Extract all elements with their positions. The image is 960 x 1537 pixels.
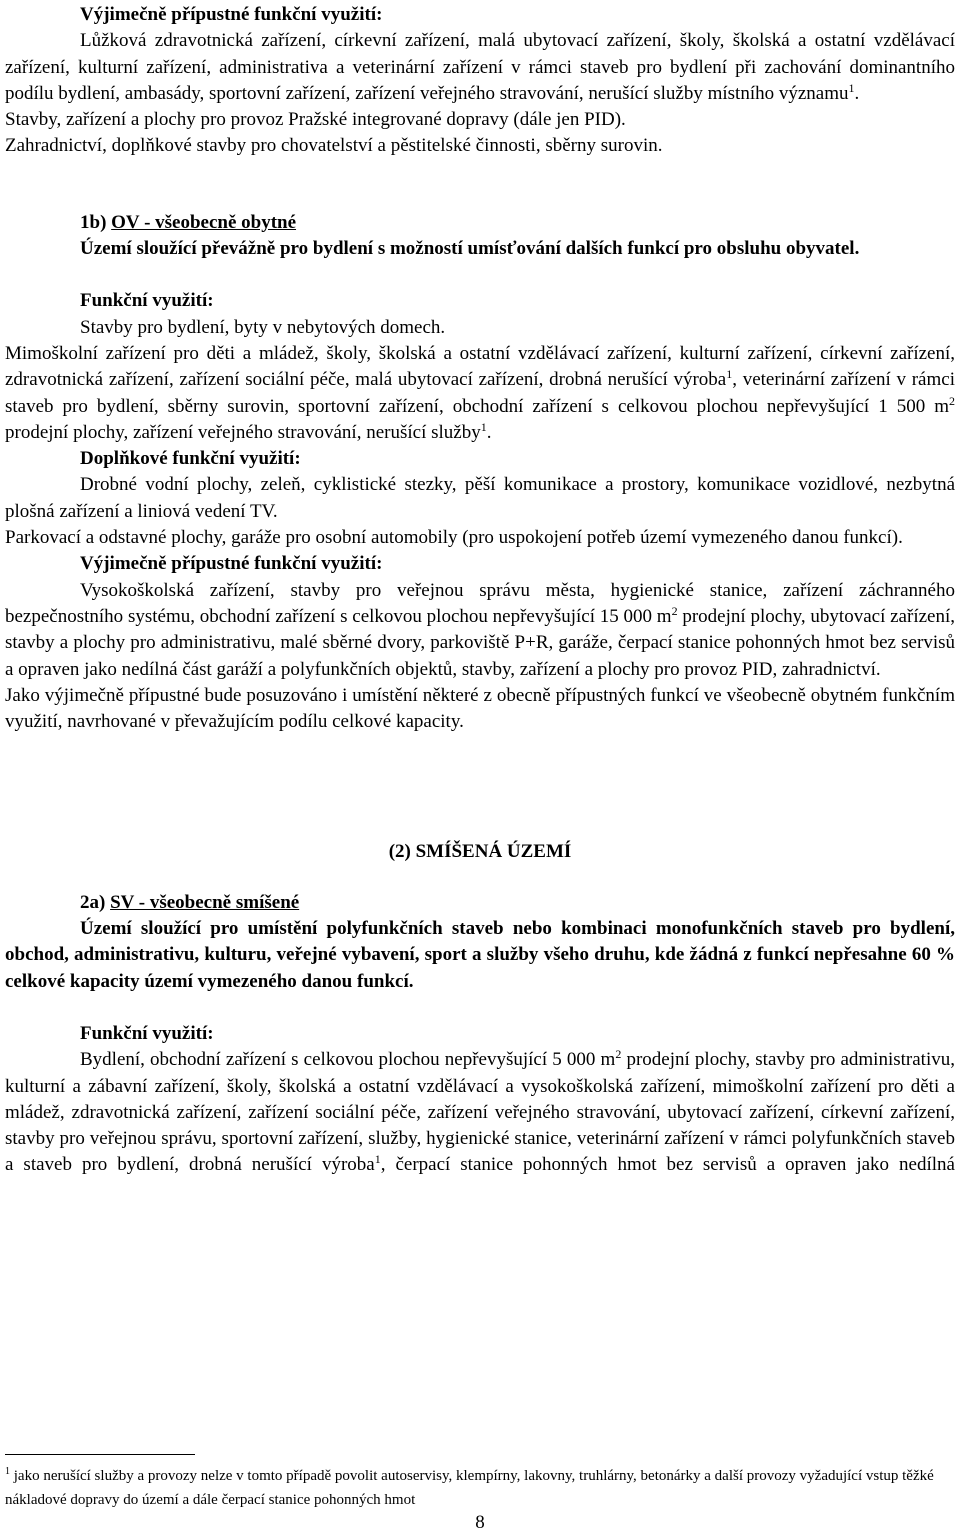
footnote-separator (5, 1454, 195, 1455)
exceptional-use-paragraph (5, 28, 955, 107)
section-code: 1b) (80, 211, 112, 233)
functional-use-heading: Funkční využití: (80, 290, 214, 312)
footnote-marker: 1 (5, 1466, 10, 1477)
punctuation: . (854, 82, 860, 104)
superscript: 2 (615, 1047, 622, 1062)
footnote-ref: 1 (726, 367, 733, 382)
gardening-paragraph: Zahradnictví, doplňkové stavby pro chovatelství a pěstitelské činnosti, sběrny surovin. (5, 135, 663, 157)
exceptional-note-paragraph: Jako výjimečně přípustné bude posuzováno i umístění některé z obecně přípustných funkcí ve všeobecně obytném funkčním využití, navrhované v převažujícím podílu celkové kapacity. (5, 684, 955, 733)
text-part: , veterinární zařízení v rámci staveb pro bydlení, sběrny surovin, sportovní zařízení, obchodní zařízení s celkovou plochou nepřevyšující 1 500 m (5, 369, 955, 417)
section-2-title: (2) SMÍŠENÁ ÚZEMÍ (388, 841, 572, 863)
text-part: Vysokoškolská zařízení, stavby pro veřejnou správu města, hygienické stanice, zařízení záchranného bezpečnostního systému, obchodní zařízení s celkovou plochou nepřevyšující 15 000 m (5, 579, 955, 627)
footnote-ref: 1 (374, 1152, 381, 1167)
section-code: 2a) (80, 891, 111, 913)
footnote-ref: 1 (480, 419, 487, 434)
section-1b-description: Území sloužící převážně pro bydlení s možností umísťování dalších funkcí pro obsluhu obyvatel. (80, 238, 860, 260)
footnote (5, 1464, 945, 1512)
text-part: prodejní plochy, ubytovací zařízení, stavby a plochy pro administrativu, malé sběrné dvory, parkoviště P+R, garáže, čerpací stanice pohonných hmot bez servisů a opraven jako nedílná část garáží a polyfunkčních objektů, stavby, zařízení a plochy pro provoz PID, zahradnictví. (5, 605, 955, 680)
text-part: prodejní plochy, stavby pro administrativu, kulturní a zábavní zařízení, školy, školská a ostatní vzdělávací a vysokoškolská zařízení, mimoškolní zařízení pro děti a mládež, zdravotnická zařízení, zařízení sociální péče, zařízení veřejného stravování, ubytovací zařízení, církevní zařízení, stavby pro veřejnou správu, sportovní zařízení, služby, hygienické stanice, veterinární zařízení v rámci polyfunkčních staveb a staveb pro bydlení, drobná nerušící výroba (5, 1049, 955, 1176)
superscript: 2 (671, 603, 678, 618)
section-1b-heading (5, 210, 955, 236)
section-2a-heading (5, 890, 955, 916)
text-part: Bydlení, obchodní zařízení s celkovou plochou nepřevyšující 5 000 m (80, 1049, 616, 1071)
footnote-ref: 1 (848, 80, 855, 95)
footnote-text: jako nerušící služby a provozy nelze v tomto případě povolit autoservisy, klempírny, lakovny, truhlárny, betonárky a další provozy vyžadující vstup těžké nákladové dopravy do území a dále čerpací stanice pohonných hmot (5, 1468, 934, 1508)
functional-use-paragraph-1: Stavby pro bydlení, byty v nebytových domech. (80, 316, 446, 338)
text-part: , čerpací stanice pohonných hmot bez servisů a opraven jako nedílná (380, 1154, 955, 1176)
punctuation: . (486, 421, 492, 443)
text-part: prodejní plochy, zařízení veřejného stravování, nerušící služby (5, 421, 481, 443)
section-2a-description: Území sloužící pro umístění polyfunkčních staveb nebo kombinaci monofunkčních staveb pro bydlení, obchod, administrativu, kulturu, veřejné vybavení, sport a služby všeho druhu, kde žádná z funkcí nepřesahne 60 % celkové kapacity území vymezeného danou funkcí. (5, 918, 955, 992)
exceptional-use-text: Lůžková zdravotnická zařízení, církevní zařízení, malá ubytovací zařízení, školy, školská a ostatní vzdělávací zařízení, kulturní zařízení, administrativa a veterinární zařízení v rámci staveb pro bydlení při zachování dominantního podílu bydlení, ambasády, sportovní zařízení, zařízení veřejného stravování, nerušící služby místního významu (5, 30, 955, 104)
pid-paragraph: Stavby, zařízení a plochy pro provoz Pražské integrované dopravy (dále jen PID). (5, 109, 626, 131)
functional-use-paragraph-2 (5, 341, 955, 446)
section-title: OV - všeobecně obytné (111, 211, 297, 233)
text-part: Mimoškolní zařízení pro děti a mládež, školy, školská a ostatní vzdělávací zařízení, kulturní zařízení, církevní zařízení, zdravotnická zařízení, zařízení sociální péče, malá ubytovací zařízení, drobná nerušící výroba (5, 342, 955, 391)
functional-use-heading-2a: Funkční využití: (80, 1022, 214, 1044)
supplementary-use-paragraph-1: Drobné vodní plochy, zeleň, cyklistické stezky, pěší komunikace a prostory, komunikace vozidlové, nezbytná plošná zařízení a liniová vedení TV. (5, 474, 955, 522)
exceptional-use-heading: Výjimečně přípustné funkční využití: (80, 4, 383, 25)
exceptional-use-heading-1b: Výjimečně přípustné funkční využití: (80, 553, 383, 575)
supplementary-use-paragraph-2: Parkovací a odstavné plochy, garáže pro osobní automobily (pro uspokojení potřeb území vymezeného danou funkcí). (5, 527, 903, 549)
supplementary-use-heading: Doplňkové funkční využití: (80, 448, 301, 470)
superscript: 2 (949, 393, 955, 408)
section-title: SV - všeobecně smíšené (110, 891, 300, 913)
functional-use-paragraph-2a (5, 1047, 955, 1178)
exceptional-use-paragraph-1b (5, 578, 955, 683)
page-number: 8 (475, 1512, 485, 1533)
